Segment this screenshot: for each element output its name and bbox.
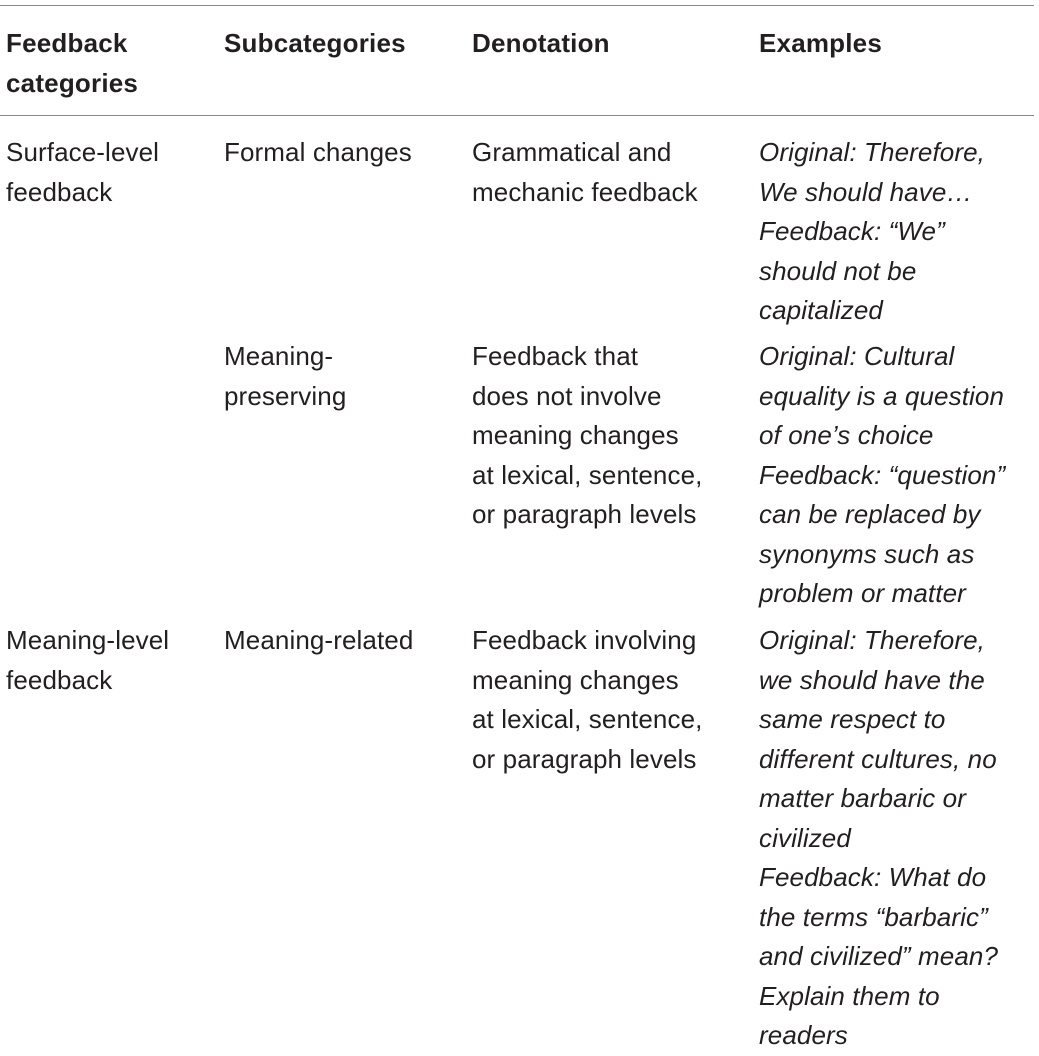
- header-feedback-categories: Feedback categories: [6, 28, 139, 98]
- row-2-subcategory: Meaning- preserving: [224, 341, 347, 411]
- row-3-subcategory: Meaning-related: [224, 625, 414, 655]
- header-subcategories: Subcategories: [224, 28, 406, 58]
- row-1-subcategory: Formal changes: [224, 137, 412, 167]
- row-3-category: Meaning-level feedback: [6, 625, 170, 695]
- row-1-category: Surface-level feedback: [6, 137, 160, 207]
- header-denotation: Denotation: [472, 28, 610, 58]
- header-examples: Examples: [759, 28, 883, 58]
- table-top-rule: [0, 5, 1034, 6]
- row-3-denotation: Feedback involving meaning changes at lexical, sentence, or paragraph levels: [472, 625, 703, 774]
- row-1-example: Original: Therefore, We should have… Feedback: “We” should not be capitalized: [759, 137, 985, 325]
- row-2-denotation: Feedback that does not involve meaning changes at lexical, sentence, or paragraph levels: [472, 341, 703, 529]
- row-3-example: Original: Therefore, we should have the same respect to different cultures, no matter barbaric or civilized Feedback: What do the terms “barbaric” and civilized” mean? Explain them to readers: [759, 625, 999, 1050]
- header-rule: [0, 115, 1034, 116]
- row-1-denotation: Grammatical and mechanic feedback: [472, 137, 698, 207]
- row-2-example: Original: Cultural equality is a question of one’s choice Feedback: “question” can be replaced by synonyms such as problem or matter: [759, 341, 1006, 608]
